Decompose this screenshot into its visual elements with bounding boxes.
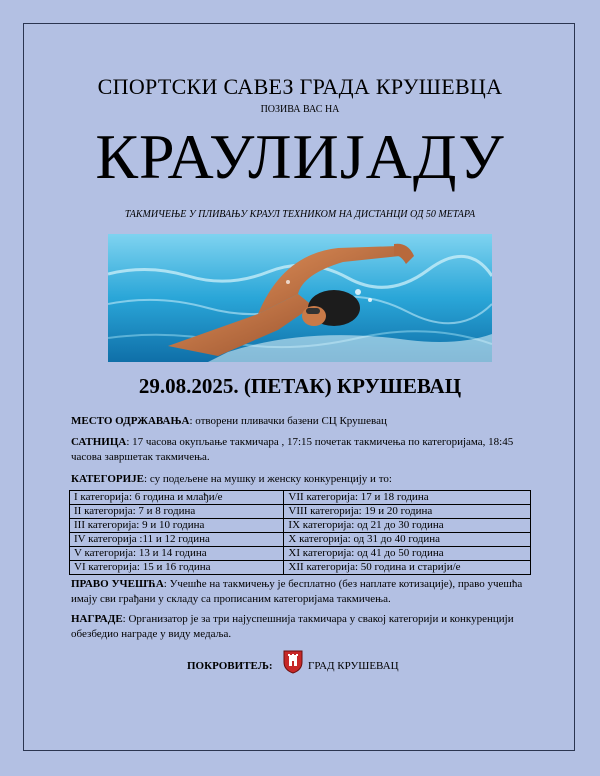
participation-text: : Учешће на такмичењу је бесплатно (без наплате котизације), право учешћа имају сви грађани у складу са прописаним категоријама такмичења. (71, 578, 523, 605)
table-cell: II категорија: 7 и 8 година (70, 505, 284, 519)
table-cell: IV категорија :11 и 12 година (70, 533, 284, 547)
participation-paragraph (71, 577, 531, 607)
table-row (70, 519, 531, 533)
awards-text: : Организатор је за три најуспешнија такмичара у свакој категорији и конкуренцији обезбедио награде у виду медаља. (71, 613, 514, 640)
sponsor-city: ГРАД КРУШЕВАЦ (308, 660, 399, 672)
table-cell: IX категорија: од 21 до 30 година (284, 519, 531, 533)
table-cell: X категорија: од 31 до 40 година (284, 533, 531, 547)
table-row (70, 533, 531, 547)
event-date: 29.08.2025. (ПЕТАК) КРУШЕВАЦ (138, 374, 462, 398)
categories-text: : су подељене на мушку и женску конкуренцију и то: (144, 473, 392, 485)
table-row (70, 491, 531, 505)
organization-name: СПОРТСКИ САВЕЗ ГРАДА КРУШЕВЦА (97, 74, 503, 99)
event-subtitle: ТАКМИЧЕЊЕ У ПЛИВАЊУ КРАУЛ ТЕХНИКОМ НА ДИСТАНЦИ ОД 50 МЕТАРА (124, 209, 476, 220)
table-cell: VI категорија: 15 и 16 година (70, 561, 284, 575)
venue-label: МЕСТО ОДРЖАВАЊА (71, 415, 190, 427)
venue-paragraph (71, 414, 531, 429)
table-row (70, 547, 531, 561)
schedule-label: САТНИЦА (71, 436, 127, 448)
swimmer-photo (108, 234, 492, 362)
categories-table (69, 490, 531, 575)
table-cell: XI категорија: од 41 до 50 година (284, 547, 531, 561)
table-cell: XII категорија: 50 година и старији/е (284, 561, 531, 575)
table-cell: VIII категорија: 19 и 20 година (284, 505, 531, 519)
sponsor-label: ПОКРОВИТЕЉ: (187, 660, 273, 672)
table-cell: VII категорија: 17 и 18 година (284, 491, 531, 505)
participation-label: ПРАВО УЧЕШЋА (71, 578, 164, 590)
invitation-line: ПОЗИВА ВАС НА (260, 104, 340, 115)
table-row (70, 505, 531, 519)
city-crest-icon (283, 650, 303, 674)
table-cell: I категорија: 6 година и млађи/е (70, 491, 284, 505)
table-row (70, 561, 531, 575)
table-cell: V категорија: 13 и 14 година (70, 547, 284, 561)
schedule-paragraph (71, 435, 531, 465)
awards-paragraph (71, 612, 531, 642)
table-cell: III категорија: 9 и 10 година (70, 519, 284, 533)
categories-label: КАТЕГОРИЈЕ (71, 473, 145, 485)
categories-intro (71, 472, 531, 487)
venue-text: : отворени пливачки базени СЦ Крушевац (189, 415, 387, 427)
schedule-text: : 17 часова окупљање такмичара , 17:15 почетак такмичења по категоријама, 18:45 часова завршетак такмичења. (71, 436, 514, 463)
awards-label: НАГРАДЕ (71, 613, 123, 625)
event-title: КРАУЛИЈАДУ (95, 121, 505, 192)
